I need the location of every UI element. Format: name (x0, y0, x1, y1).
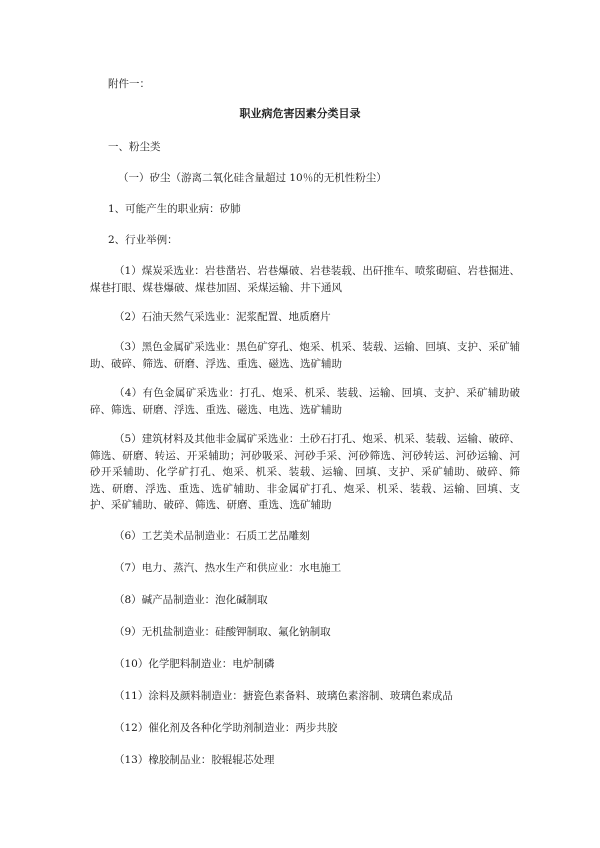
subsection-heading: （一）矽尘（游离二氧化硅含量超过 10％的无机性粉尘） (118, 172, 387, 184)
industry-paragraph: （9）无机盐制造业：硅酸钾制取、氟化钠制取 (114, 626, 331, 638)
industry-paragraph: （7）电力、蒸汽、热水生产和供应业：水电施工 (114, 562, 342, 574)
attachment-label: 附件一： (108, 78, 150, 90)
industry-paragraph: （10）化学肥料制造业：电炉制磷 (114, 658, 275, 670)
industry-paragraph: （13）橡胶制品业：胶辊辊芯处理 (114, 754, 275, 766)
industry-paragraph: （5）建筑材料及其他非金属矿采选业：土砂石打孔、炮采、机采、装载、运输、破碎、筛选、研磨、转运、开采辅助；河砂吸采、河砂手采、河砂筛选、河砂转运、河砂运输、河砂开采辅助、化学矿打孔、炮采、机采、装载、运输、回填、支护、采矿辅助、破碎、筛选、研磨、浮选、重选、选矿辅助、非金属矿打孔、炮采、机采、装载、运输、回填、支护、采矿辅助、破碎、筛选、研磨、重选、选矿辅助 (90, 433, 520, 511)
industry-paragraph: （6）工艺美术品制造业：石质工艺品雕刻 (114, 530, 310, 542)
industry-paragraph: （4）有色金属矿采选业：打孔、炮采、机采、装载、运输、回填、支护、采矿辅助破碎、筛选、研磨、浮选、重选、磁选、电选、选矿辅助 (90, 387, 520, 416)
industry-paragraph: （12）催化剂及各种化学助剂制造业：两步共胶 (114, 722, 338, 734)
industry-paragraph: （2）石油天然气采选业：泥浆配置、地质磨片 (114, 311, 331, 323)
industry-paragraph: （3）黑色金属矿采选业：黑色矿穿孔、炮采、机采、装载、运输、回填、支护、采矿辅助、破碎、筛选、研磨、浮选、重选、磁选、选矿辅助 (90, 341, 520, 370)
industry-paragraph: （11）涂料及颜料制造业：搪瓷色素备料、玻璃色素溶制、玻璃色素成品 (114, 690, 453, 702)
industry-paragraph: （8）碱产品制造业：泡化碱制取 (114, 594, 268, 606)
industry-examples-heading: 2、行业举例： (108, 234, 178, 246)
industry-paragraph: （1）煤炭采选业：岩巷凿岩、岩巷爆破、岩巷装载、出矸推车、喷浆砌碹、岩巷掘进、煤巷打眼、煤巷爆破、煤巷加固、采煤运输、井下通风 (90, 265, 520, 294)
document-title: 职业病危害因素分类目录 (239, 107, 361, 120)
occupational-disease-item: 1、可能产生的职业病：矽肺 (108, 203, 241, 215)
section-heading: 一、粉尘类 (108, 141, 161, 153)
